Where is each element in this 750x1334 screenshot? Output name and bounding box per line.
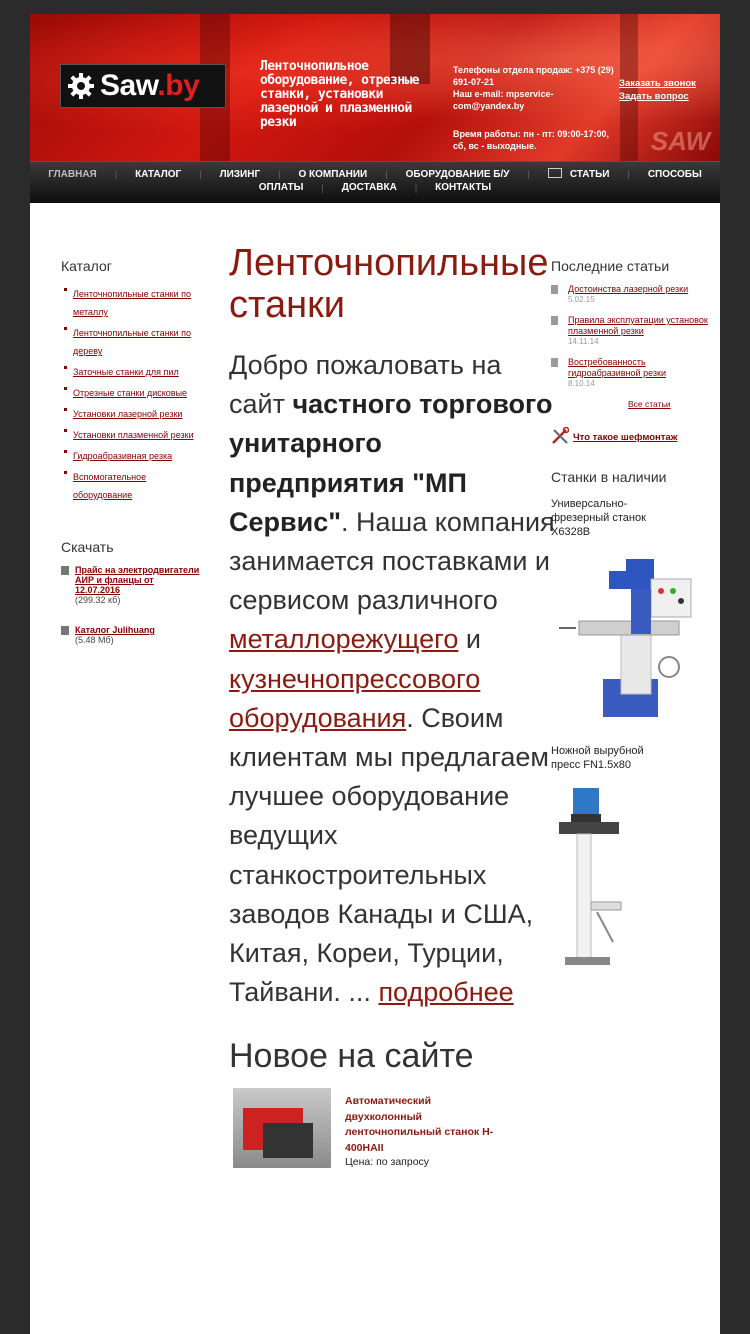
nav-delivery[interactable]: ДОСТАВКА: [341, 182, 397, 193]
site-tagline: Ленточнопильное оборудование, отрезные станки, установки лазерной и плазменной резки: [260, 59, 419, 130]
catalog-link[interactable]: Заточные станки для пил: [73, 367, 179, 377]
left-sidebar: [61, 258, 201, 665]
article-date: 5.02.15: [568, 295, 595, 304]
main-nav: [30, 161, 720, 203]
nav-row: ОПЛАТЫ | ДОСТАВКА | КОНТАКТЫ: [30, 182, 720, 193]
page-title: Ленточнопильные станки: [229, 242, 549, 326]
catalog-link[interactable]: Вспомогательное оборудование: [73, 472, 147, 500]
document-icon: [551, 316, 558, 325]
press-image[interactable]: [551, 782, 701, 977]
tv-icon: [548, 168, 562, 178]
sales-phone: Телефоны отдела продаж: +375 (29) 691-07-21: [453, 65, 614, 87]
article-item: [551, 315, 711, 346]
download-item: [61, 625, 201, 645]
email: Наш e-mail: mpservice-com@yandex.by: [453, 89, 554, 111]
article-item: [551, 284, 711, 304]
download-link[interactable]: Прайс на электродвигатели АИР и фланцы от 12.07.2016: [75, 565, 200, 595]
milling-machine-image[interactable]: [551, 549, 701, 724]
logo-text: Saw.by: [100, 69, 200, 102]
site-logo[interactable]: [60, 64, 226, 108]
document-icon: [551, 285, 558, 294]
list-item: [61, 404, 201, 422]
nav-leasing[interactable]: ЛИЗИНГ: [219, 168, 261, 180]
nav-used[interactable]: ОБОРУДОВАНИЕ Б/У: [405, 168, 510, 180]
catalog-link[interactable]: Ленточнопильные станки по дереву: [73, 328, 192, 356]
list-item: [61, 284, 201, 320]
nav-contacts[interactable]: КОНТАКТЫ: [435, 182, 492, 193]
list-item: [61, 425, 201, 443]
stock-title: Станки в наличии: [551, 469, 667, 485]
download-title: Скачать: [61, 539, 114, 555]
nav-row: ГЛАВНАЯ | КАТАЛОГ | ЛИЗИНГ | О КОМПАНИИ | ОБОРУДОВАНИЕ Б/У | СТАТЬИ | СПОСОБЫ: [30, 168, 720, 180]
page: [30, 14, 720, 1334]
catalog-link[interactable]: Установки лазерной резки: [73, 409, 183, 419]
shefmontazh-block: [551, 427, 711, 447]
nav-payment-2[interactable]: ОПЛАТЫ: [258, 182, 304, 193]
document-icon: [551, 358, 558, 367]
new-section-title: Новое на сайте: [229, 1037, 474, 1076]
article-link[interactable]: Достоинства лазерной резки: [568, 284, 689, 294]
catalog-link[interactable]: Установки плазменной резки: [73, 430, 194, 440]
file-icon: [61, 566, 69, 575]
catalog-title: Каталог: [61, 258, 112, 274]
gear-icon: [66, 71, 96, 101]
right-sidebar: [551, 258, 711, 977]
list-item: [61, 383, 201, 401]
nav-articles[interactable]: СТАТЬИ: [530, 168, 628, 180]
company-name: частного торгового унитарного предприятия "МП Сервис": [229, 389, 553, 537]
nav-catalog[interactable]: КАТАЛОГ: [135, 168, 182, 180]
article-date: 14.11.14: [568, 337, 599, 346]
news-title[interactable]: Автоматический двухколонный ленточнопильный станок H-400HAII: [345, 1095, 494, 1154]
file-size: (299.32 кб): [75, 595, 121, 605]
download-item: [61, 565, 201, 605]
more-link[interactable]: подробнее: [378, 977, 514, 1008]
stock-item-name[interactable]: Ножной вырубной пресс FN1.5x80: [551, 745, 644, 771]
intro-text: Добро пожаловать на сайт частного торгового унитарного предприятия "МП Сервис". Наша компания занимается поставками и сервисом различного металлорежущего и кузнечнопрессового оборудования. Своим клиентам мы предлагаем лучшее оборудование ведущих станкостроительных заводов Канады и США, Китая, Кореи, Турции, Тайвани. ... подробнее: [229, 350, 555, 1008]
all-articles-link[interactable]: Все статьи: [628, 399, 671, 409]
site-header: [30, 14, 720, 161]
list-item: [61, 446, 201, 464]
ask-question-link[interactable]: Задать вопрос: [619, 91, 689, 102]
main-content: [229, 242, 559, 1168]
stock-item-name[interactable]: Универсально-фрезерный станок X6328B: [551, 498, 646, 538]
nav-payment[interactable]: СПОСОБЫ: [647, 168, 702, 180]
article-link[interactable]: Востребованность гидроабразивной резки: [568, 357, 666, 378]
file-icon: [61, 626, 69, 635]
catalog-link[interactable]: Отрезные станки дисковые: [73, 388, 188, 398]
download-link[interactable]: Каталог Julihuang: [75, 625, 155, 635]
work-hours: Время работы: пн - пт: 09:00-17:00, сб, вс - выходные.: [453, 129, 609, 151]
list-item: [61, 323, 201, 359]
saw-watermark: SAW: [650, 126, 710, 156]
article-link[interactable]: Правила эксплуатации установок плазменной резки: [568, 315, 708, 336]
shefmontazh-link[interactable]: Что такое шефмонтаж: [573, 432, 678, 443]
list-item: [61, 362, 201, 380]
news-thumbnail[interactable]: [233, 1088, 331, 1168]
contact-info: [453, 64, 618, 152]
article-date: 8.10.14: [568, 379, 595, 388]
file-size: (5.48 Мб): [75, 635, 114, 645]
tools-icon: [551, 427, 569, 450]
catalog-list: [61, 284, 201, 503]
catalog-link[interactable]: Гидроабразивная резка: [73, 451, 173, 461]
nav-about[interactable]: О КОМПАНИИ: [298, 168, 368, 180]
order-call-link[interactable]: Заказать звонок: [619, 78, 696, 89]
metalworking-link[interactable]: металлорежущего: [229, 624, 459, 655]
nav-home[interactable]: ГЛАВНАЯ: [48, 168, 97, 180]
header-links: [619, 77, 696, 103]
list-item: [61, 467, 201, 503]
article-item: [551, 357, 711, 388]
news-item[interactable]: [229, 1088, 559, 1168]
catalog-link[interactable]: Ленточнопильные станки по металлу: [73, 289, 192, 317]
forging-link[interactable]: кузнечнопрессового оборудования: [229, 663, 481, 733]
news-price: Цена: по запросу: [345, 1156, 430, 1169]
articles-title: Последние статьи: [551, 258, 670, 274]
